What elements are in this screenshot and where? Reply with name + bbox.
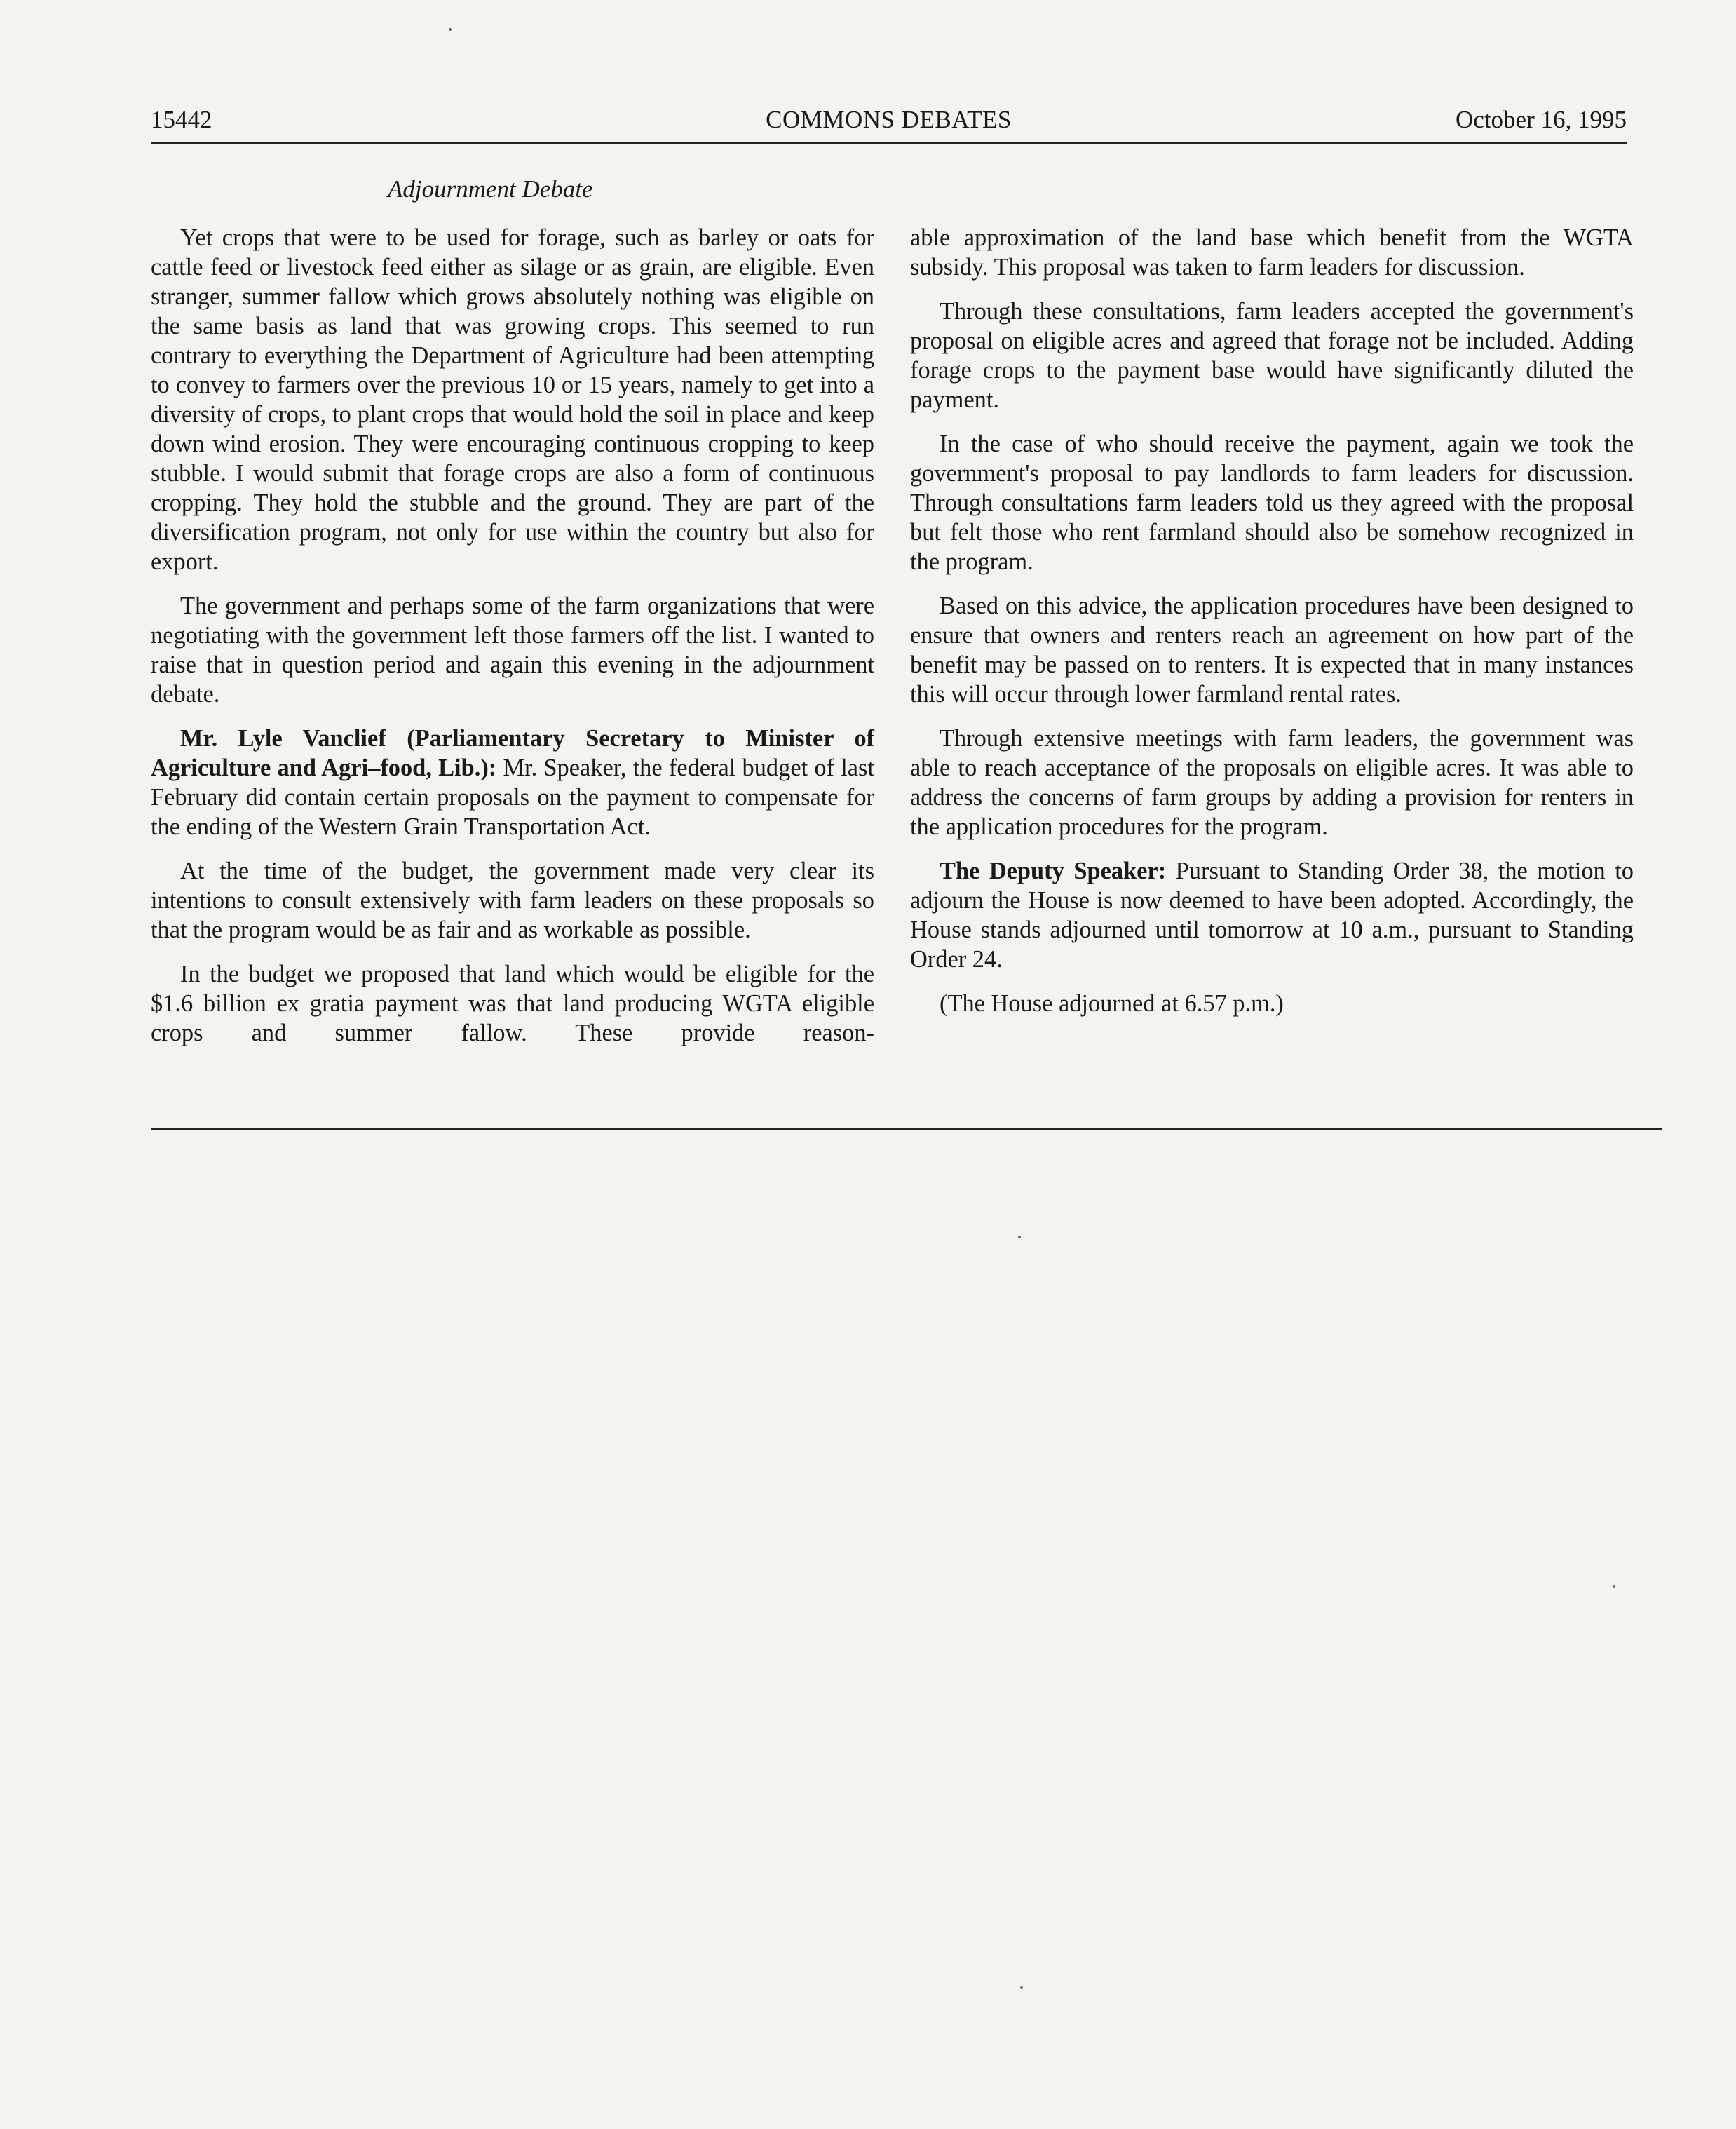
section-title: Adjournment Debate bbox=[388, 175, 593, 203]
paragraph-continued: able approximation of the land base which benefit from the WGTA subsidy. This proposal was taken to farm leaders for discussion. bbox=[910, 224, 1634, 281]
page-number: 15442 bbox=[151, 106, 212, 133]
paragraph: At the time of the budget, the government made very clear its intentions to consult extensively with farm leaders on these proposals so that the program would be as fair and as workable as possible. bbox=[151, 858, 874, 943]
page-header bbox=[151, 102, 1627, 137]
header-rule bbox=[151, 142, 1627, 144]
paragraph: In the budget we proposed that land which would be eligible for the $1.6 billion ex gratia payment was that land producing WGTA eligible crops and summer fallow. These provide reason- bbox=[151, 961, 874, 1046]
scan-speck bbox=[449, 28, 452, 31]
adjournment-note: (The House adjourned at 6.57 p.m.) bbox=[940, 990, 1284, 1017]
scan-speck bbox=[1018, 1236, 1021, 1238]
left-column bbox=[151, 223, 874, 1062]
scan-speck bbox=[1613, 1585, 1615, 1588]
speech-text: Pursuant to Standing Order 38, the motion to adjourn the House is now deemed to have been adopted. Accordingly, the House stands adjourned until tomorrow at 10 a.m., pursuant to Standing Order 24. bbox=[910, 858, 1634, 973]
publication-title: COMMONS DEBATES bbox=[766, 106, 1012, 133]
speaker-name: Mr. Lyle Vanclief (Parliamentary Secretary to Minister of Agriculture and Agri–food, Lib.): bbox=[151, 725, 874, 781]
paragraph: Through these consultations, farm leaders accepted the government's proposal on eligible acres and agreed that forage not be included. Adding forage crops to the payment base would have significantly diluted the payment. bbox=[910, 298, 1634, 413]
speech-paragraph bbox=[151, 724, 874, 842]
publication-date: October 16, 1995 bbox=[1456, 106, 1627, 133]
paragraph: Through extensive meetings with farm leaders, the government was able to reach acceptance of the proposals on eligible acres. It was able to address the concerns of farm groups by adding a provision for renters in the application procedures for the program. bbox=[910, 725, 1634, 840]
paragraph: Yet crops that were to be used for forage, such as barley or oats for cattle feed or livestock feed either as silage or as grain, are eligible. Even stranger, summer fallow which grows absolutely nothing was eligible on the same basis as land that was growing crops. This seemed to run contrary to everything the Department of Agriculture had been attempting to convey to farmers over the previous 10 or 15 years, namely to get into a diversity of crops, to plant crops that would hold the soil in place and keep down wind erosion. They were encouraging continuous cropping to keep stubble. I would submit that forage crops are also a form of continuous cropping. They hold the stubble and the ground. They are part of the diversification program, not only for use within the country but also for export. bbox=[151, 224, 874, 575]
paragraph: In the case of who should receive the payment, again we took the government's proposal to pay landlords to farm leaders for discussion. Through consultations farm leaders told us they agreed with the proposal but felt those who rent farmland should also be somehow recognized in the program. bbox=[910, 431, 1634, 575]
speech-text: Mr. Speaker, the federal budget of last February did contain certain proposals on the payment to compensate for the ending of the Western Grain Transportation Act. bbox=[151, 755, 874, 840]
paragraph: The government and perhaps some of the farm organizations that were negotiating with the government left those farmers off the list. I wanted to raise that in question period and again this evening in the adjournment debate. bbox=[151, 593, 874, 708]
speaker-name: The Deputy Speaker: bbox=[940, 858, 1167, 884]
paragraph: Based on this advice, the application procedures have been designed to ensure that owners and renters reach an agreement on how part of the benefit may be passed on to renters. It is expected that in many instances this will occur through lower farmland rental rates. bbox=[910, 593, 1634, 708]
right-column bbox=[910, 223, 1634, 1033]
footer-rule bbox=[151, 1128, 1662, 1130]
speech-paragraph bbox=[910, 856, 1634, 974]
scan-speck bbox=[1020, 1986, 1023, 1989]
